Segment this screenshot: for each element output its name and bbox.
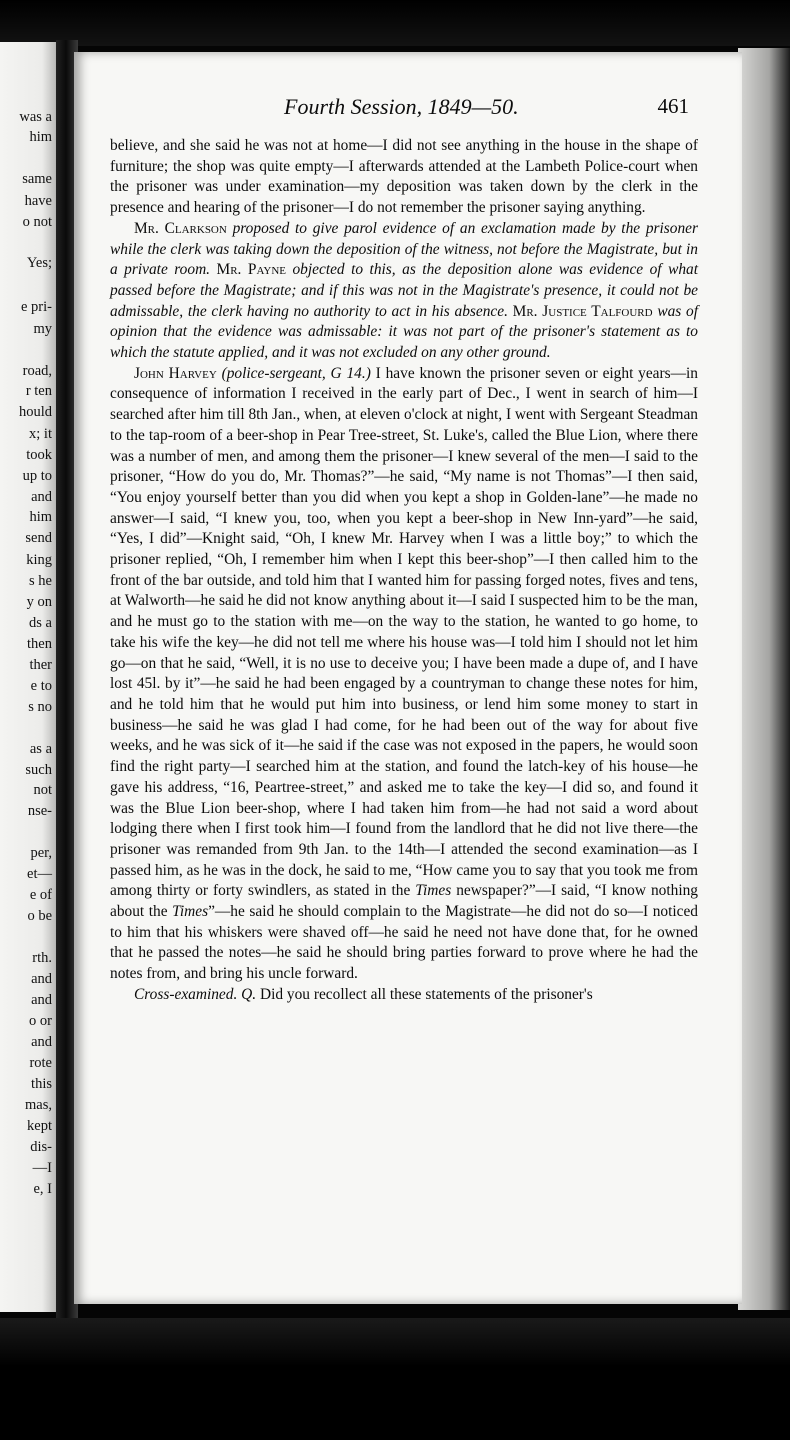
- running-title: Fourth Session, 1849—50.: [284, 94, 519, 119]
- top-shadow: [0, 0, 790, 46]
- testimony-text: I have known the prisoner seven or eight years—in consequence of information I received in the early part of Dec., I went in search of him—I searched after him till 8th Jan., when, at eleven o'clock at night, I went with Sergeant Steadman to the tap-room of a beer-shop in Pear Tree-street, St. Luke's, called the Blue Lion, where there was a number of men, and among them the prisoner—I knew several of the men—I said to the prisoner, “How do you do, Mr. Thomas?”—he said, “My name is not Thomas”—I then said, “You enjoy yourself better than you did when you kept a shop in Golden-lane”—he made no answer—I said, “I knew you, too, when you kept a beer-shop in New Inn-yard”—he said, “Yes, I did”—Knight said, “Oh, I knew Mr. Harvey when I was a little boy;” to which the prisoner replied, “Oh, I remember him when I kept this beer-shop”—I then called him to the front of the bar outside, and told him that I wanted him for passing forged notes, fives and tens, at Walworth—he said he did not know anything about it—I said I suspected him to be the man, and he must go to the station with me—on the way to the station, he wanted to go home, to take his wife the key—he did not tell me where his house was—I told him I should not let him go—on that he said, “Well, it is no use to deceive you; I have been made a dupe of, and I have lost 45l. by it”—he said he had been engaged by a countryman to change these notes for him, and he told him that he would put him into business, or lend him some money to start in business—he said he was glad I had come, for he had been out of the way for about five weeks, and he was sick of it—he said if the case was not exposed in the papers, he would soon find the right party—I searched him at the station, and found the latch-key of his house—he gave his address, “16, Peartree-street,” and asked me to take the key—I did so, and found it was the Blue Lion beer-shop, where I had taken him from—he had not said a word about lodging there when I first took him—I found from the landlord that he did not live there—the prisoner was remanded from 9th Jan. to the 14th—I attended the second examination—as I passed him, as he was in the dock, he said to me, “How came you to say that you took me from among thirty or forty swindlers, as stated in the: [110, 364, 699, 900]
- left-page-fragment: nse-: [27, 803, 52, 819]
- left-page-fragment: e of: [29, 887, 52, 903]
- left-page-fragment: him: [29, 129, 52, 145]
- question-text: Did you recollect all these statements of the prisoner's: [256, 985, 593, 1003]
- left-page-fragment: o not: [22, 214, 52, 230]
- left-page-fragment: e, I: [33, 1181, 52, 1197]
- newspaper-name: Times: [415, 882, 452, 900]
- book-page: [74, 52, 742, 1304]
- testimony-text: newspaper?”—I said, “I know nothing about the: [110, 882, 698, 921]
- left-page-fragment: ther: [29, 657, 52, 673]
- body-text: [110, 136, 698, 1006]
- left-page-fragment: s he: [29, 573, 52, 589]
- left-page-fragment: not: [33, 782, 52, 798]
- left-page-fragment: o be: [27, 908, 52, 924]
- argument-text: proposed to give parol evidence of an exclamation made by the prisoner while the clerk was taking down the deposition of the witness, not before the Magistrate, but in a private room.: [110, 219, 699, 279]
- argument-text: was of opinion that the evidence was admissable: it was not part of the prisoner's statement as to which the statute applied, and it was not excluded on any other ground.: [110, 302, 698, 362]
- left-page-fragment: hould: [18, 404, 52, 420]
- left-page-fragment: kept: [27, 1118, 52, 1134]
- running-header: [284, 94, 689, 124]
- left-page-fragment: such: [25, 762, 52, 778]
- left-page-fragment: same: [22, 171, 52, 187]
- left-page-fragment: rth.: [32, 950, 52, 966]
- page-edge: [738, 48, 790, 1310]
- paragraph-testimony: [110, 364, 698, 985]
- left-page-fragment: e pri-: [21, 299, 52, 315]
- left-page-fragment: up to: [22, 468, 52, 484]
- left-page-fragment: ds a: [29, 615, 52, 631]
- left-page-fragment: s no: [28, 699, 52, 715]
- left-page-fragment: was a: [19, 109, 52, 125]
- left-page-fragment: send: [25, 530, 52, 546]
- witness-name: John Harvey: [134, 364, 217, 382]
- page-number: 461: [657, 94, 689, 118]
- left-page-fragment: then: [27, 636, 52, 652]
- bottom-shadow: [0, 1318, 790, 1440]
- left-page-fragment: per,: [30, 845, 52, 861]
- left-page-fragment: rote: [29, 1055, 52, 1071]
- left-page-fragment: x; it: [29, 426, 52, 442]
- left-page-fragment: r ten: [25, 383, 52, 399]
- left-page-fragment: as a: [29, 741, 52, 757]
- left-page-fragment: y on: [26, 594, 52, 610]
- left-page-fragment: Yes;: [26, 255, 52, 271]
- left-page-fragment: him: [29, 509, 52, 525]
- left-facing-page: [0, 42, 60, 1312]
- paragraph-legal-argument: [110, 219, 698, 364]
- newspaper-name: Times: [172, 903, 209, 921]
- question-marker: Q.: [237, 985, 257, 1003]
- left-page-fragment: and: [31, 1034, 52, 1050]
- left-page-fragment: and: [31, 489, 52, 505]
- speaker-name: Mr. Clarkson: [134, 219, 227, 237]
- left-page-fragment: mas,: [25, 1097, 52, 1113]
- left-page-fragment: e to: [30, 678, 52, 694]
- left-page-fragment: have: [24, 193, 52, 209]
- left-page-fragment: and: [31, 992, 52, 1008]
- left-page-fragment: my: [33, 321, 52, 337]
- left-page-fragment: road,: [22, 363, 52, 379]
- testimony-text: ”—he said he should complain to the Magistrate—he did not do so—I noticed to him that his whiskers were shaved off—he said he need not have done that, for he owned that he passed the notes—he said he should bring parties forward to prove where he had the notes from, and bring his uncle forward.: [110, 903, 698, 983]
- left-page-fragment: this: [31, 1076, 52, 1092]
- speaker-name: Mr. Justice Talfourd: [512, 302, 653, 320]
- left-page-fragment: o or: [29, 1013, 52, 1029]
- left-page-fragment: dis-: [30, 1139, 52, 1155]
- left-page-fragment: and: [31, 971, 52, 987]
- paragraph-cross-examination: [110, 985, 698, 1006]
- argument-text: objected to this, as the deposition alone was evidence of what passed before the Magistrate; and if this was not in the Magistrate's presence, it could not be admissable, the clerk having no authority to act in his absence.: [110, 261, 699, 320]
- speaker-name: Mr. Payne: [216, 261, 286, 279]
- left-page-fragment: —I: [32, 1160, 52, 1176]
- cross-examined-label: Cross-examined.: [134, 985, 238, 1003]
- left-page-fragment: took: [26, 447, 52, 463]
- paragraph-continuation: believe, and she said he was not at home—I did not see anything in the house in the shape of furniture; the shop was quite empty—I afterwards attended at the Lambeth Police-court when the prisoner was under examination—my deposition was taken down by the clerk in the presence and hearing of the prisoner—I do not remember the prisoner saying anything.: [110, 137, 698, 217]
- left-page-fragment: king: [26, 552, 52, 568]
- witness-role: (police-sergeant, G 14.): [216, 364, 371, 382]
- left-page-fragment: et—: [27, 866, 52, 882]
